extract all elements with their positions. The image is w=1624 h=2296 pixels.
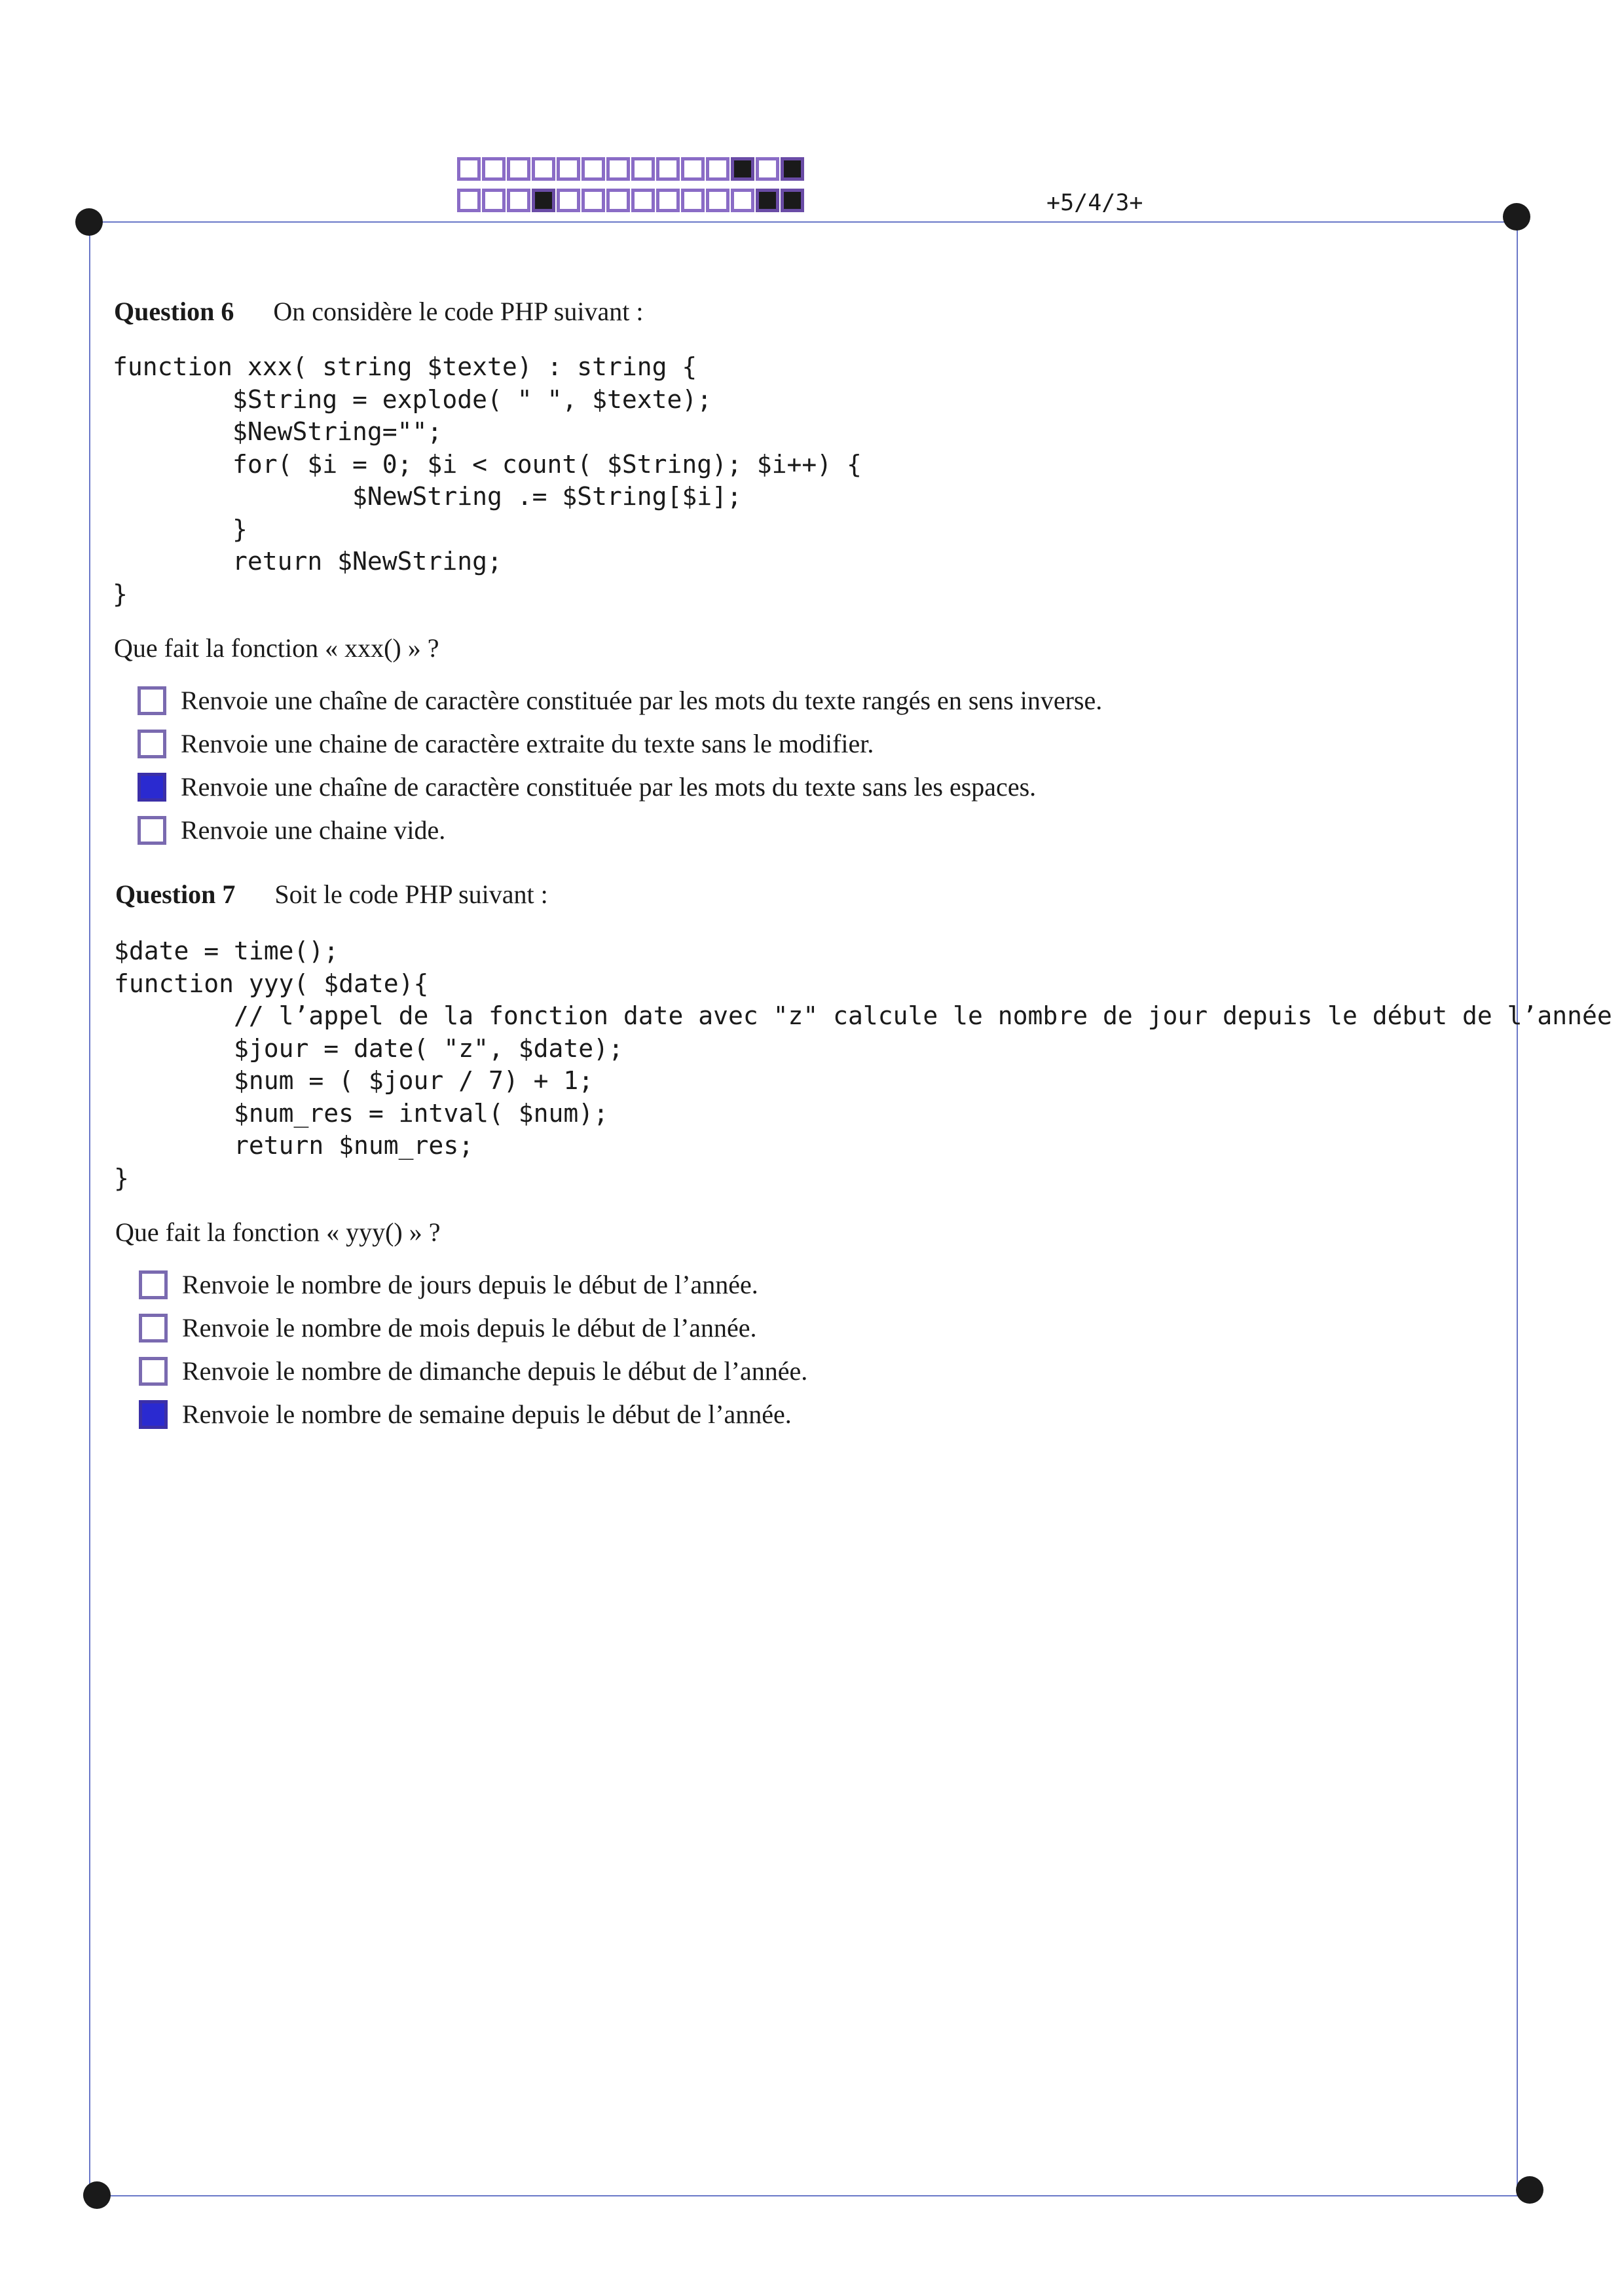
frame-left-line bbox=[89, 221, 90, 2196]
code-cell bbox=[457, 157, 481, 181]
question-7-option[interactable] bbox=[139, 1269, 758, 1300]
code-cell bbox=[482, 189, 506, 212]
code-cell bbox=[532, 157, 555, 181]
question-intro: Soit le code PHP suivant : bbox=[274, 880, 548, 909]
answer-checkbox[interactable] bbox=[139, 1270, 168, 1299]
code-cell bbox=[606, 189, 630, 212]
code-cell bbox=[781, 189, 804, 212]
question-7-option[interactable] bbox=[139, 1312, 757, 1343]
frame-bottom-line bbox=[97, 2195, 1530, 2196]
code-cell bbox=[457, 189, 481, 212]
corner-marker-bottom-left bbox=[83, 2181, 111, 2209]
question-6-code: function xxx( string $texte) : string { $String = explode( " ", $texte); $NewString=""; for( $i = 0; $i < count( $String); $i++) { $NewString .= $String[$i]; } return $NewString; } bbox=[113, 352, 862, 608]
question-6-title bbox=[114, 296, 643, 327]
code-cell bbox=[706, 157, 729, 181]
answer-checkbox[interactable] bbox=[139, 1400, 168, 1429]
code-cell bbox=[557, 157, 580, 181]
code-cell bbox=[756, 189, 779, 212]
code-cell bbox=[731, 157, 754, 181]
code-cell bbox=[557, 189, 580, 212]
code-cell bbox=[656, 189, 680, 212]
option-label: Renvoie le nombre de semaine depuis le début de l’année. bbox=[182, 1399, 792, 1429]
code-cell bbox=[656, 157, 680, 181]
code-cell bbox=[507, 189, 530, 212]
question-number: Question 6 bbox=[114, 297, 234, 326]
question-intro: On considère le code PHP suivant : bbox=[273, 297, 644, 326]
option-label: Renvoie une chaine de caractère extraite du texte sans le modifier. bbox=[181, 729, 874, 758]
code-cell bbox=[781, 157, 804, 181]
answer-checkbox[interactable] bbox=[138, 816, 166, 845]
code-cell bbox=[482, 157, 506, 181]
option-label: Renvoie une chaîne de caractère constituée par les mots du texte sans les espaces. bbox=[181, 772, 1037, 802]
frame-right-line bbox=[1517, 217, 1518, 2195]
corner-marker-bottom-right bbox=[1516, 2176, 1543, 2204]
question-6-option[interactable] bbox=[138, 685, 1102, 716]
code-cell bbox=[706, 189, 729, 212]
option-label: Renvoie le nombre de mois depuis le début de l’année. bbox=[182, 1313, 757, 1342]
code-cell bbox=[681, 157, 705, 181]
question-7-option[interactable] bbox=[139, 1399, 792, 1430]
frame-top-line bbox=[89, 221, 1517, 223]
code-cell bbox=[606, 157, 630, 181]
question-number: Question 7 bbox=[115, 880, 236, 909]
question-6-option[interactable] bbox=[138, 815, 445, 845]
question-6-option[interactable] bbox=[138, 728, 874, 759]
option-label: Renvoie une chaine vide. bbox=[181, 815, 446, 845]
corner-marker-top-right bbox=[1503, 203, 1530, 231]
code-cell bbox=[581, 157, 605, 181]
binary-code-row bbox=[457, 189, 804, 212]
answer-checkbox[interactable] bbox=[139, 1357, 168, 1386]
binary-code-row bbox=[457, 157, 804, 181]
question-6-prompt: Que fait la fonction « xxx() » ? bbox=[114, 633, 439, 663]
code-cell bbox=[631, 189, 655, 212]
question-6-option[interactable] bbox=[138, 771, 1036, 802]
code-cell bbox=[507, 157, 530, 181]
code-cell bbox=[731, 189, 754, 212]
page-identifier: +5/4/3+ bbox=[1046, 190, 1143, 216]
code-cell bbox=[756, 157, 779, 181]
code-cell bbox=[681, 189, 705, 212]
code-cell bbox=[631, 157, 655, 181]
question-7-code: $date = time(); function yyy( $date){ // l’appel de la fonction date avec "z" calcule le nombre de jour depuis le début de l’année $jour = date( "z", $date); $num = ( $jour / 7) + 1; $num_res = intval( $num); return $num_res; } bbox=[114, 936, 1612, 1193]
question-7-option[interactable] bbox=[139, 1356, 807, 1386]
answer-checkbox[interactable] bbox=[138, 730, 166, 758]
answer-checkbox[interactable] bbox=[139, 1314, 168, 1342]
answer-checkbox[interactable] bbox=[138, 773, 166, 802]
question-7-title bbox=[115, 879, 548, 910]
code-cell bbox=[532, 189, 555, 212]
corner-marker-top-left bbox=[75, 208, 103, 236]
option-label: Renvoie le nombre de dimanche depuis le début de l’année. bbox=[182, 1356, 808, 1386]
answer-checkbox[interactable] bbox=[138, 686, 166, 715]
option-label: Renvoie le nombre de jours depuis le début de l’année. bbox=[182, 1270, 758, 1299]
question-7-prompt: Que fait la fonction « yyy() » ? bbox=[115, 1217, 441, 1247]
option-label: Renvoie une chaîne de caractère constituée par les mots du texte rangés en sens inverse. bbox=[181, 686, 1103, 715]
code-cell bbox=[581, 189, 605, 212]
